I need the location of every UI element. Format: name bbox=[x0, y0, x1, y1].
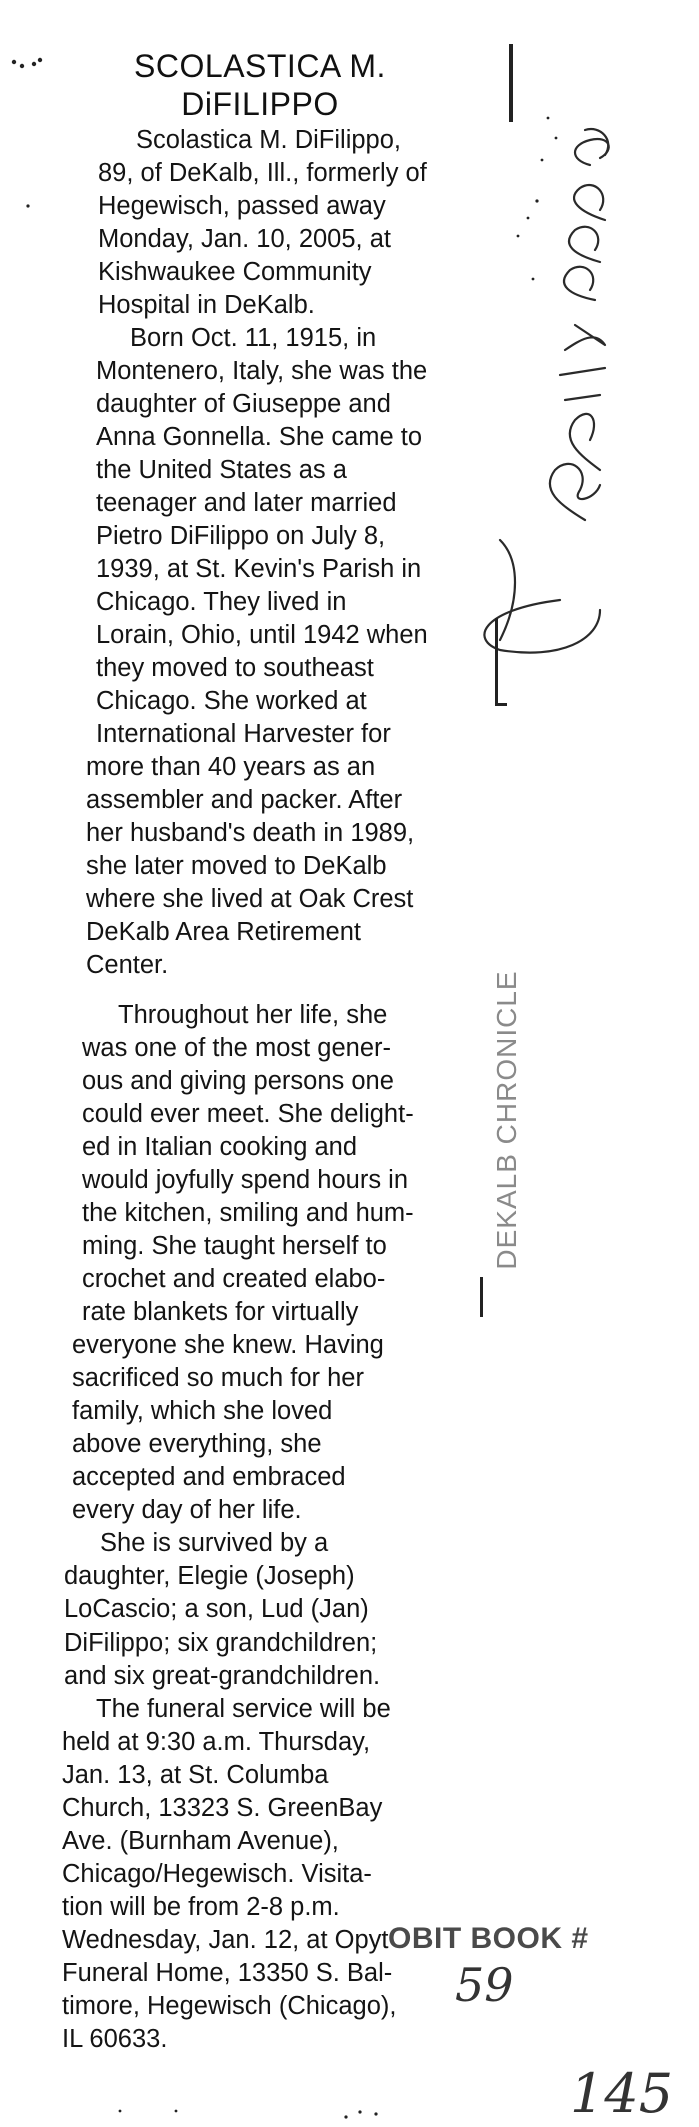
obituary-body-line: the kitchen, smiling and hum- bbox=[82, 1199, 414, 1227]
obituary-body-line: Monday, Jan. 10, 2005, at bbox=[98, 225, 391, 253]
obituary-body-line: Hegewisch, passed away bbox=[98, 192, 386, 220]
obituary-body-line: Lorain, Ohio, until 1942 when bbox=[96, 621, 428, 649]
obituary-body-line: could ever meet. She delight- bbox=[82, 1100, 414, 1128]
obituary-body-line: 1939, at St. Kevin's Parish in bbox=[96, 555, 422, 583]
obituary-body-line: 89, of DeKalb, Ill., formerly of bbox=[98, 159, 427, 187]
obituary-body-line: rate blankets for virtually bbox=[82, 1298, 359, 1326]
obituary-body-line: everyone she knew. Having bbox=[72, 1331, 384, 1359]
obituary-body-line: DeKalb Area Retirement bbox=[86, 918, 361, 946]
obituary-body-line: DiFilippo; six grandchildren; bbox=[64, 1629, 378, 1657]
obituary-body-line: Anna Gonnella. She came to bbox=[96, 423, 423, 451]
obituary-body-line: Funeral Home, 13350 S. Bal- bbox=[62, 1959, 393, 1987]
obituary-body-line: held at 9:30 a.m. Thursday, bbox=[62, 1728, 371, 1756]
obituary-body-line: above everything, she bbox=[72, 1430, 322, 1458]
obituary-body-line: Hospital in DeKalb. bbox=[98, 291, 315, 319]
obituary-body-line: Born Oct. 11, 1915, in bbox=[130, 324, 377, 352]
obituary-body-line: timore, Hegewisch (Chicago), bbox=[62, 1992, 397, 2020]
obituary-body-line: She is survived by a bbox=[100, 1529, 329, 1557]
obituary-body-line: ous and giving persons one bbox=[82, 1067, 394, 1095]
obituary-body-line: teenager and later married bbox=[96, 489, 397, 517]
obituary-body-line: Chicago/Hegewisch. Visita- bbox=[62, 1860, 372, 1888]
obituary-body-line: tion will be from 2-8 p.m. bbox=[62, 1893, 340, 1921]
obit-book-label: OBIT BOOK # bbox=[388, 1922, 589, 1955]
obituary-body-line: The funeral service will be bbox=[96, 1695, 391, 1723]
obituary-body-line: Church, 13323 S. GreenBay bbox=[62, 1794, 383, 1822]
obituary-body-line: every day of her life. bbox=[72, 1496, 302, 1524]
obituary-body-line: Kishwaukee Community bbox=[98, 258, 372, 286]
obituary-body-line: and six great-grandchildren. bbox=[64, 1662, 381, 1690]
obituary-body-line: Montenero, Italy, she was the bbox=[96, 357, 428, 385]
obituary-body-line: where she lived at Oak Crest bbox=[86, 885, 414, 913]
obituary-headline-line-1: SCOLASTICA M. bbox=[134, 48, 386, 84]
obituary-body-line: Center. bbox=[86, 951, 169, 979]
obituary-body-line: she later moved to DeKalb bbox=[86, 852, 387, 880]
obituary-body-line: ming. She taught herself to bbox=[82, 1232, 387, 1260]
obituary-body-line: Pietro DiFilippo on July 8, bbox=[96, 522, 386, 550]
obituary-body-line: ed in Italian cooking and bbox=[82, 1133, 358, 1161]
dekalb-chronicle-stamp: DEKALB CHRONICLE bbox=[491, 970, 522, 1270]
obituary-body-line: Throughout her life, she bbox=[118, 1001, 388, 1029]
obituary-body-line: would joyfully spend hours in bbox=[82, 1166, 409, 1194]
obituary-body-line: her husband's death in 1989, bbox=[86, 819, 415, 847]
obituary-body-line: Jan. 13, at St. Columba bbox=[62, 1761, 329, 1789]
obituary-body-line: family, which she loved bbox=[72, 1397, 333, 1425]
obituary-body-line: accepted and embraced bbox=[72, 1463, 346, 1491]
obituary-body-line: Scolastica M. DiFilippo, bbox=[136, 126, 401, 154]
obituary-body-line: Chicago. They lived in bbox=[96, 588, 347, 616]
obituary-body-line: Wednesday, Jan. 12, at Opyt bbox=[62, 1926, 389, 1954]
obit-book-number: 59 bbox=[455, 1958, 514, 2012]
obituary-body-line: IL 60633. bbox=[62, 2025, 168, 2053]
obituary-body-line: Chicago. She worked at bbox=[96, 687, 367, 715]
obituary-body-line: International Harvester for bbox=[96, 720, 391, 748]
obituary-body-line: crochet and created elabo- bbox=[82, 1265, 386, 1293]
page-number: 145 bbox=[570, 2062, 674, 2125]
obituary-body-line: they moved to southeast bbox=[96, 654, 374, 682]
obituary-body-line: LoCascio; a son, Lud (Jan) bbox=[64, 1595, 369, 1623]
obituary-body-line: was one of the most gener- bbox=[82, 1034, 392, 1062]
obituary-headline-line-2: DiFILIPPO bbox=[181, 86, 339, 122]
obituary-body-line: the United States as a bbox=[96, 456, 347, 484]
obituary-body-line: more than 40 years as an bbox=[86, 753, 376, 781]
obituary-body-line: Ave. (Burnham Avenue), bbox=[62, 1827, 339, 1855]
obituary-body-line: sacrificed so much for her bbox=[72, 1364, 364, 1392]
obituary-body-line: assembler and packer. After bbox=[86, 786, 403, 814]
obituary-body-line: daughter, Elegie (Joseph) bbox=[64, 1562, 355, 1590]
obituary-body-line: daughter of Giuseppe and bbox=[96, 390, 391, 418]
